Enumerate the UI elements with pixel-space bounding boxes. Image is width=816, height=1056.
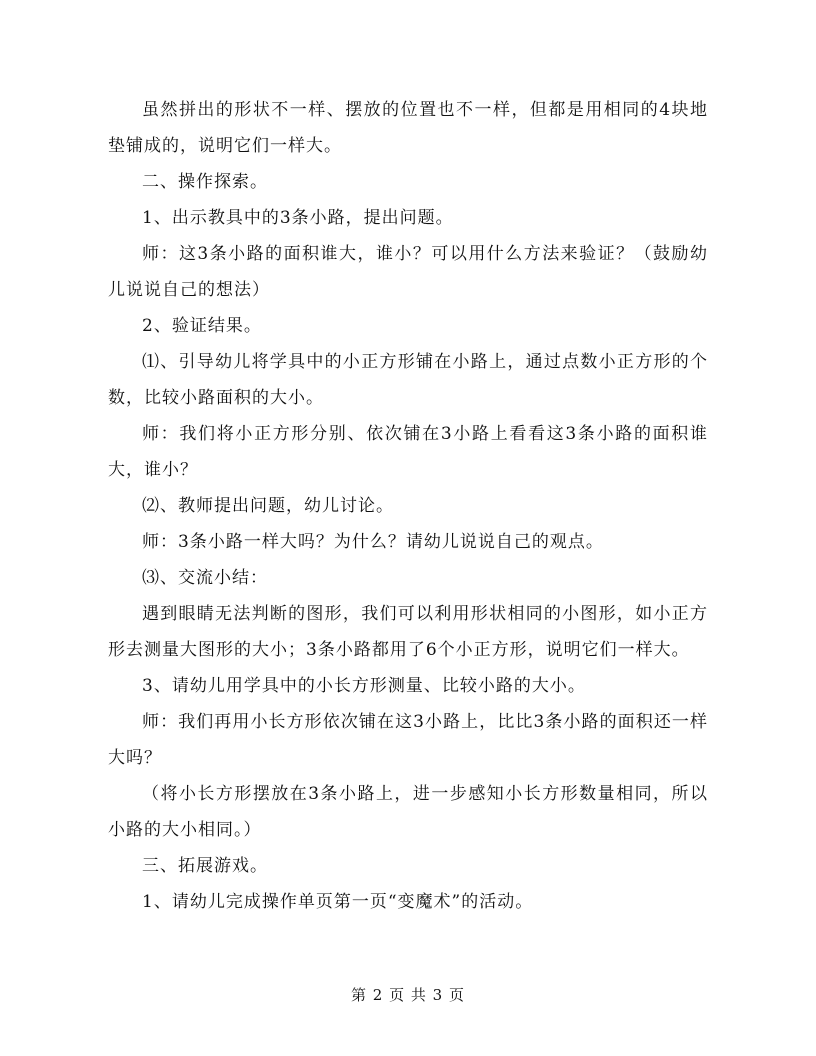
paragraph-substep-2: ⑵、教师提出问题，幼儿讨论。 — [142, 496, 394, 516]
paragraph-summary: 遇到眼睛无法判断的图形，我们可以利用形状相同的小图形，如小正方形去测量大图形的大小；3条小路都用了6个小正方形，说明它们一样大。 — [108, 604, 708, 660]
paragraph-teacher-question-4: 师：我们再用小长方形依次铺在这3小路上，比比3条小路的面积还一样大吗？ — [108, 712, 708, 768]
paragraph-substep-3: ⑶、交流小结： — [142, 568, 268, 588]
document-body — [108, 92, 708, 920]
paragraph-step-2: 2、验证结果。 — [142, 316, 262, 336]
paragraph-teacher-question-1: 师：这3条小路的面积谁大，谁小？可以用什么方法来验证？（鼓励幼儿说说自己的想法） — [108, 244, 708, 300]
paragraph-step-1: 1、出示教具中的3条小路，提出问题。 — [142, 208, 454, 228]
page-number-footer: 第 2 页 共 3 页 — [351, 986, 465, 1004]
paragraph-teacher-question-2: 师：我们将小正方形分别、依次铺在3小路上看看这3条小路的面积谁大，谁小？ — [108, 424, 708, 480]
heading-operation-explore: 二、操作探索。 — [142, 172, 268, 192]
paragraph-note: （将小长方形摆放在3条小路上，进一步感知小长方形数量相同，所以小路的大小相同。） — [108, 784, 708, 840]
paragraph-activity-1: 1、请幼儿完成操作单页第一页“变魔术”的活动。 — [142, 892, 534, 912]
paragraph-step-3: 3、请幼儿用学具中的小长方形测量、比较小路的大小。 — [142, 676, 586, 696]
paragraph-conclusion-mats: 虽然拼出的形状不一样、摆放的位置也不一样，但都是用相同的4块地垫铺成的，说明它们一样大。 — [108, 100, 708, 156]
heading-extension-game: 三、拓展游戏。 — [142, 856, 268, 876]
paragraph-substep-1: ⑴、引导幼儿将学具中的小正方形铺在小路上，通过点数小正方形的个数，比较小路面积的大小。 — [108, 352, 708, 408]
paragraph-teacher-question-3: 师：3条小路一样大吗？为什么？请幼儿说说自己的观点。 — [142, 532, 604, 552]
